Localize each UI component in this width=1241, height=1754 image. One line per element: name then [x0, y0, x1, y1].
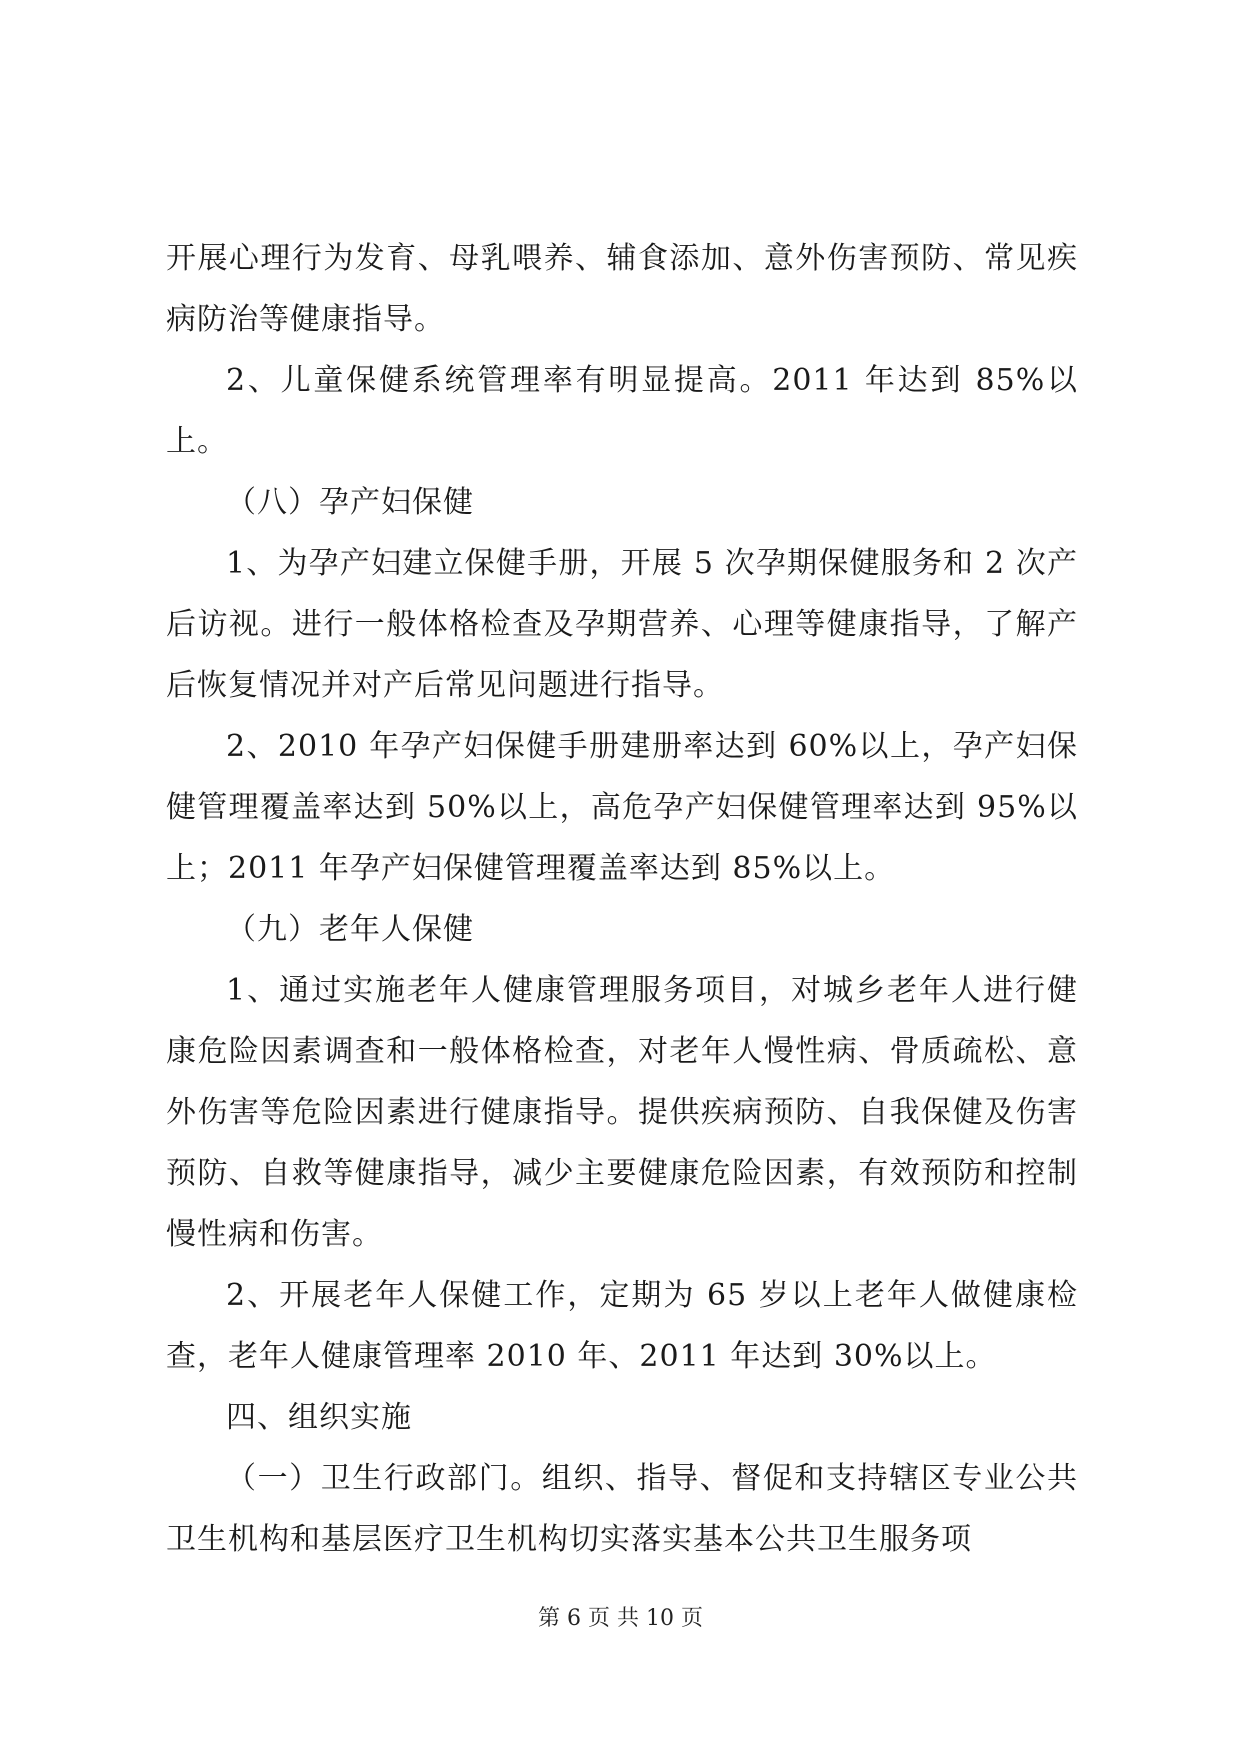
heading-organization-implementation: 四、组织实施	[226, 1400, 412, 1435]
paragraph-elderly-targets: 2、开展老年人保健工作，定期为 65 岁以上老年人做健康检查，老年人健康管理率 2010 年、2011 年达到 30%以上。	[166, 1278, 1078, 1374]
paragraph-health-administration: （一）卫生行政部门。组织、指导、督促和支持辖区专业公共卫生机构和基层医疗卫生机构切实落实基本公共卫生服务项	[166, 1461, 1078, 1557]
paragraph-elderly-health-management: 1、通过实施老年人健康管理服务项目，对城乡老年人进行健康危险因素调查和一般体格检查，对老年人慢性病、骨质疏松、意外伤害等危险因素进行健康指导。提供疾病预防、自我保健及伤害预防、自救等健康指导，减少主要健康危险因素，有效预防和控制慢性病和伤害。	[166, 973, 1078, 1252]
document-body	[166, 228, 1078, 1570]
paragraph-maternal-handbook: 1、为孕产妇建立保健手册，开展 5 次孕期保健服务和 2 次产后访视。进行一般体格检查及孕期营养、心理等健康指导，了解产后恢复情况并对产后常见问题进行指导。	[166, 546, 1078, 703]
paragraph-maternal-targets: 2、2010 年孕产妇保健手册建册率达到 60%以上，孕产妇保健管理覆盖率达到 50%以上，高危孕产妇保健管理率达到 95%以上；2011 年孕产妇保健管理覆盖率达到 85%以上。	[166, 729, 1078, 886]
paragraph-child-care-guidance: 开展心理行为发育、母乳喂养、辅食添加、意外伤害预防、常见疾病防治等健康指导。	[166, 241, 1078, 337]
page-number-label: 第 6 页 共 10 页	[538, 1606, 703, 1631]
heading-maternal-care: （八）孕产妇保健	[226, 485, 474, 520]
paragraph-child-care-rate: 2、儿童保健系统管理率有明显提高。2011 年达到 85%以上。	[166, 363, 1078, 459]
heading-elderly-care: （九）老年人保健	[226, 912, 474, 947]
page-footer	[0, 1604, 1241, 1634]
